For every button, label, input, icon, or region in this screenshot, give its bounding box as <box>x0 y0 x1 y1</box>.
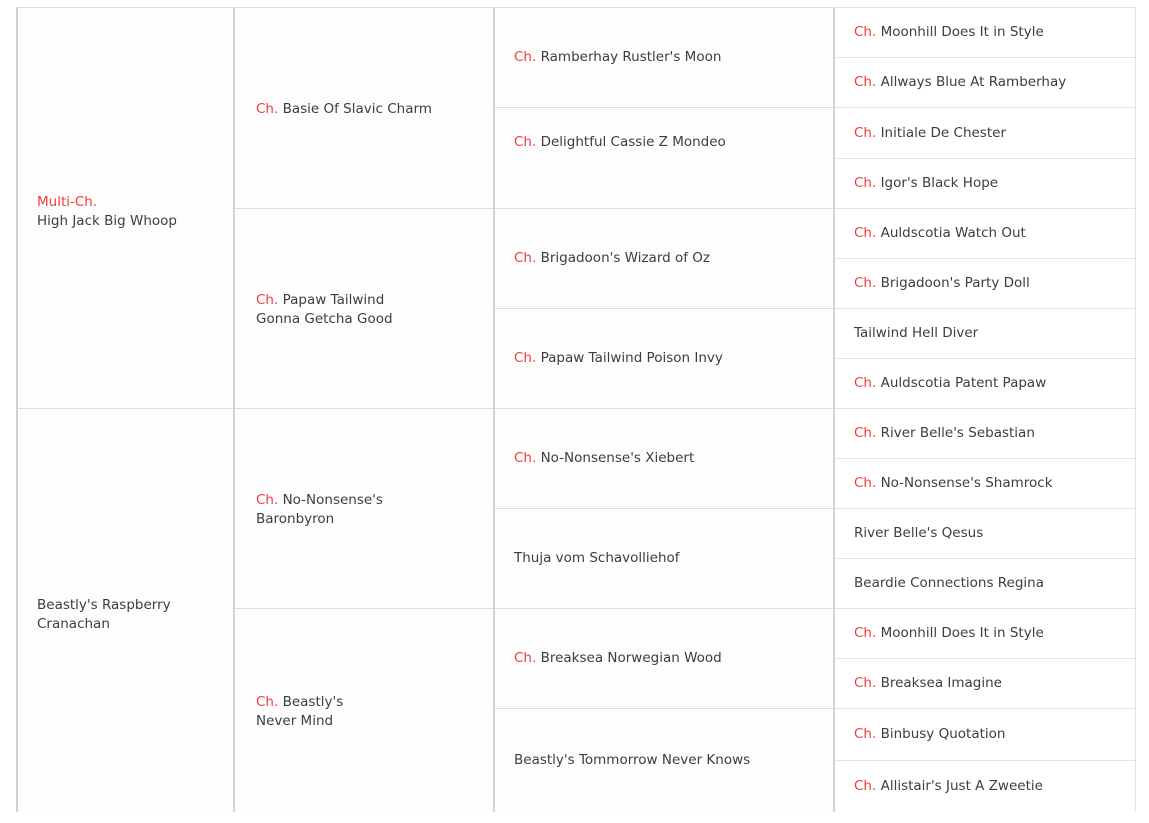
dog-entry <box>235 289 426 329</box>
dog-entry <box>835 524 983 543</box>
title-prefix: Ch. <box>854 275 877 291</box>
pedigree-table <box>16 7 1134 812</box>
dog-entry <box>835 73 1066 92</box>
dog-name: Beastly's Tommorrow Never Knows <box>514 752 751 768</box>
dog-entry <box>18 185 177 231</box>
title-prefix: Ch. <box>854 375 877 391</box>
dog-name: Initiale De Chester <box>880 124 1006 141</box>
title-prefix: Ch. <box>514 450 537 466</box>
pedigree-cell-gen4 <box>835 708 1136 760</box>
dog-name: Auldscotia Patent Papaw <box>880 375 1047 391</box>
pedigree-cell-gen3 <box>495 7 835 107</box>
title-prefix: Ch. <box>854 24 877 40</box>
dog-entry <box>835 23 1044 42</box>
dog-entry <box>835 274 1030 293</box>
title-prefix: Ch. <box>256 693 279 710</box>
dog-name: Papaw Tailwind Gonna Getcha Good <box>256 291 393 327</box>
title-prefix: Ch. <box>514 49 537 65</box>
pedigree-cell-gen4 <box>835 158 1136 208</box>
pedigree-cell-gen4 <box>835 57 1136 107</box>
dog-name: Tailwind Hell Diver <box>854 325 979 341</box>
pedigree-cell-gen4 <box>835 408 1136 458</box>
dog-name: Moonhill Does It in Style <box>880 24 1044 40</box>
title-prefix: Ch. <box>256 491 279 508</box>
dog-name: Allistair's Just A Zweetie <box>880 778 1043 794</box>
dog-entry <box>495 48 721 67</box>
pedigree-cell-gen4 <box>835 107 1136 158</box>
dog-entry <box>835 624 1044 643</box>
dog-name: Allways Blue At Ramberhay <box>880 74 1067 90</box>
dog-entry <box>835 674 1002 693</box>
pedigree-cell-gen4 <box>835 608 1136 658</box>
pedigree-cell-gen2 <box>235 208 495 408</box>
dog-name: River Belle's Sebastian <box>880 425 1035 441</box>
dog-entry <box>235 489 406 529</box>
pedigree-cell-gen4 <box>835 258 1136 308</box>
pedigree-cell-gen4 <box>835 358 1136 408</box>
dog-entry <box>835 474 1053 493</box>
title-prefix: Ch. <box>854 225 877 241</box>
title-prefix: Ch. <box>514 650 537 666</box>
pedigree-cell-gen4 <box>835 508 1136 558</box>
dog-entry <box>835 324 978 343</box>
dog-entry <box>235 98 432 119</box>
dog-name: River Belle's Qesus <box>854 525 984 541</box>
title-prefix: Ch. <box>854 778 877 794</box>
title-prefix: Ch. <box>854 675 877 691</box>
pedigree-cell-gen3 <box>495 208 835 308</box>
title-prefix: Multi-Ch. <box>37 194 98 210</box>
dog-entry <box>835 374 1046 393</box>
pedigree-cell-gen4 <box>835 458 1136 508</box>
pedigree-cell-gen1 <box>18 408 235 812</box>
dog-name: Breaksea Imagine <box>880 675 1002 691</box>
pedigree-cell-gen1 <box>18 7 235 408</box>
dog-name: Auldscotia Watch Out <box>880 225 1026 241</box>
dog-name: No-Nonsense's Xiebert <box>540 450 695 466</box>
title-prefix: Ch. <box>854 625 877 641</box>
dog-entry <box>835 424 1035 443</box>
pedigree-cell-gen4 <box>835 208 1136 258</box>
dog-entry <box>835 224 1026 243</box>
pedigree-cell-gen4 <box>835 658 1136 708</box>
dog-name: Brigadoon's Wizard of Oz <box>540 250 711 266</box>
dog-entry <box>235 691 366 731</box>
dog-name: Beastly's Never Mind <box>256 693 344 729</box>
dog-name: Beardie Connections Regina <box>854 575 1045 591</box>
title-prefix: Ch. <box>854 726 877 742</box>
title-prefix: Ch. <box>854 74 877 90</box>
dog-name: Ramberhay Rustler's Moon <box>540 49 722 65</box>
pedigree-cell-gen3 <box>495 308 835 408</box>
dog-entry <box>495 349 723 368</box>
dog-entry <box>18 588 187 634</box>
dog-name: Delightful Cassie Z Mondeo <box>540 133 726 150</box>
dog-entry <box>495 449 694 468</box>
dog-entry <box>835 777 1043 796</box>
dog-entry <box>495 751 750 770</box>
pedigree-cell-gen3 <box>495 508 835 608</box>
dog-name: Papaw Tailwind Poison Invy <box>540 350 723 366</box>
dog-entry <box>495 249 710 268</box>
pedigree-cell-gen4 <box>835 558 1136 608</box>
dog-entry <box>835 725 1005 744</box>
title-prefix: Ch. <box>514 133 537 150</box>
dog-name: Beastly's Raspberry Cranachan <box>37 596 171 632</box>
pedigree-cell-gen3 <box>495 107 835 208</box>
pedigree-cell-gen4 <box>835 308 1136 358</box>
dog-name: Thuja vom Schavolliehof <box>514 550 680 566</box>
pedigree-cell-gen3 <box>495 408 835 508</box>
title-prefix: Ch. <box>854 124 877 141</box>
dog-entry <box>835 124 1006 143</box>
pedigree-cell-gen2 <box>235 7 495 208</box>
dog-entry <box>835 174 998 193</box>
dog-entry <box>835 574 1044 593</box>
dog-name: High Jack Big Whoop <box>37 213 177 229</box>
dog-name: Igor's Black Hope <box>880 175 999 191</box>
pedigree-cell-gen4 <box>835 760 1136 812</box>
pedigree-cell-gen2 <box>235 608 495 812</box>
title-prefix: Ch. <box>854 425 877 441</box>
title-prefix: Ch. <box>256 100 279 117</box>
dog-name: Moonhill Does It in Style <box>880 625 1044 641</box>
dog-name: Binbusy Quotation <box>880 726 1006 742</box>
pedigree-cell-gen4 <box>835 7 1136 57</box>
title-prefix: Ch. <box>854 175 877 191</box>
pedigree-cell-gen3 <box>495 708 835 812</box>
dog-name: No-Nonsense's Baronbyron <box>256 491 383 527</box>
title-prefix: Ch. <box>854 475 877 491</box>
dog-entry <box>495 549 680 568</box>
dog-name: Brigadoon's Party Doll <box>880 275 1030 291</box>
dog-name: Breaksea Norwegian Wood <box>540 650 722 666</box>
pedigree-cell-gen3 <box>495 608 835 708</box>
dog-name: Basie Of Slavic Charm <box>282 100 432 117</box>
title-prefix: Ch. <box>514 350 537 366</box>
pedigree-cell-gen2 <box>235 408 495 608</box>
dog-name: No-Nonsense's Shamrock <box>880 475 1053 491</box>
dog-entry <box>495 649 722 668</box>
dog-entry <box>495 133 726 184</box>
title-prefix: Ch. <box>256 291 279 308</box>
title-prefix: Ch. <box>514 250 537 266</box>
